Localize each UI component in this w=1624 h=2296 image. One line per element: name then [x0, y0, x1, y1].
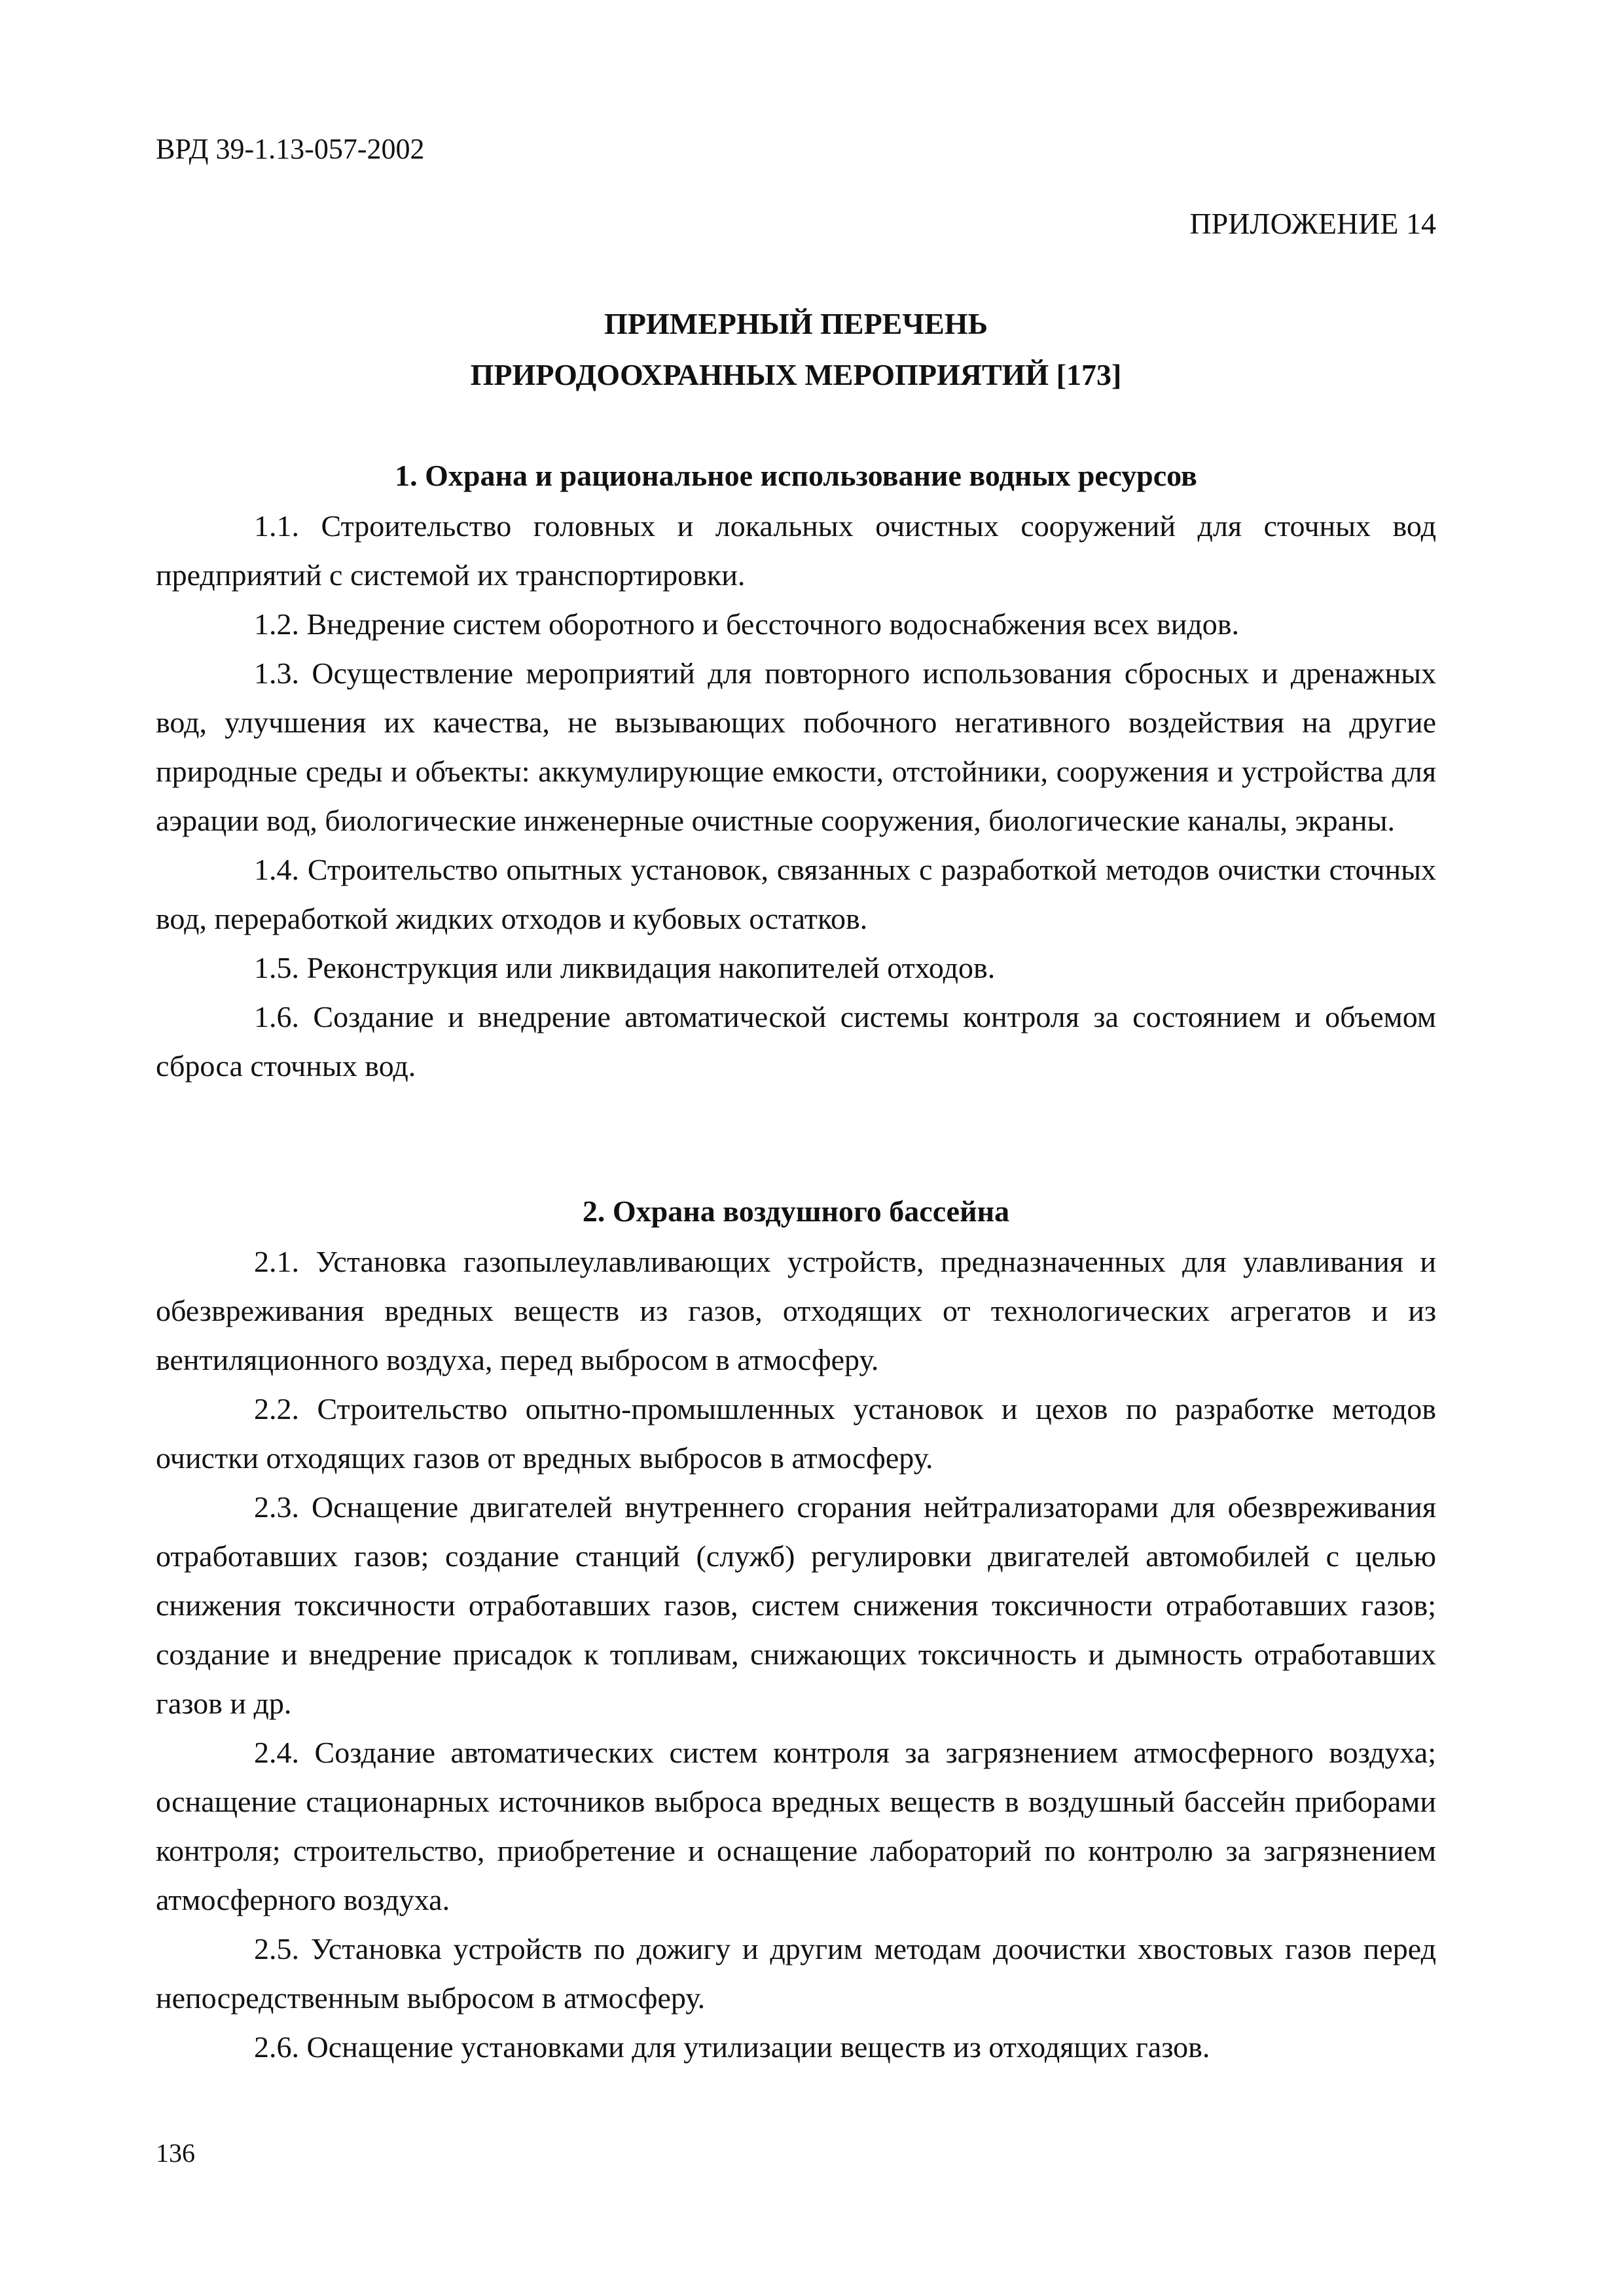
paragraph-1-1: 1.1. Строительство головных и локальных очистных сооружений для сточных вод предприятий с системой их транспортировки.: [156, 509, 1436, 592]
section-water-resources: [156, 450, 1436, 1090]
section-heading: 2. Охрана воздушного бассейна: [582, 1194, 1010, 1228]
paragraph-1-3: 1.3. Осуществление мероприятий для повторного использования сбросных и дренажных вод, улучшения их качества, не вызывающих побочного негативного воздействия на другие природные среды и объекты: аккумулирующие емкости, отстойники, сооружения и устройства для аэрации вод, биологические инженерные очистные сооружения, биологические каналы, экраны.: [156, 656, 1436, 837]
paragraph-2-2: 2.2. Строительство опытно-промышленных установок и цехов по разработке методов очистки отходящих газов от вредных выбросов в атмосферу.: [156, 1392, 1436, 1475]
paragraph-1-5: 1.5. Реконструкция или ликвидация накопителей отходов.: [254, 951, 996, 984]
paragraph-2-5: 2.5. Установка устройств по дожигу и другим методам доочистки хвостовых газов перед непосредственным выбросом в атмосферу.: [156, 1932, 1436, 2015]
page-number: 136: [156, 2138, 195, 2168]
paragraph-1-6: 1.6. Создание и внедрение автоматической системы контроля за состоянием и объемом сброса сточных вод.: [156, 1000, 1436, 1083]
paragraph-2-3: 2.3. Оснащение двигателей внутреннего сгорания нейтрализаторами для обезвреживания отработавших газов; создание станций (служб) регулировки двигателей автомобилей с целью снижения токсичности отработавших газов, систем снижения токсичности отработавших газов; создание и внедрение присадок к топливам, снижающих токсичность и дымность отработавших газов и др.: [156, 1490, 1436, 1720]
title-line-2: ПРИРОДООХРАННЫХ МЕРОПРИЯТИЙ [173]: [470, 358, 1122, 391]
paragraph-1-4: 1.4. Строительство опытных установок, связанных с разработкой методов очистки сточных вод, переработкой жидких отходов и кубовых остатков.: [156, 853, 1436, 935]
paragraph-2-4: 2.4. Создание автоматических систем контроля за загрязнением атмосферного воздуха; оснащение стационарных источников выброса вредных веществ в воздушный бассейн приборами контроля; строительство, приобретение и оснащение лабораторий по контролю за загрязнением атмосферного воздуха.: [156, 1736, 1436, 1916]
title-line-1: ПРИМЕРНЫЙ ПЕРЕЧЕНЬ: [604, 307, 988, 340]
document-code: ВРД 39-1.13-057-2002: [156, 133, 425, 165]
paragraph-1-2: 1.2. Внедрение систем оборотного и бессточного водоснабжения всех видов.: [254, 607, 1240, 641]
section-air-basin: [156, 1186, 1436, 2072]
paragraph-2-6: 2.6. Оснащение установками для утилизации веществ из отходящих газов.: [254, 2030, 1210, 2064]
document-title: [156, 298, 1436, 401]
paragraph-2-1: 2.1. Установка газопылеулавливающих устройств, предназначенных для улавливания и обезвреживания вредных веществ из газов, отходящих от технологических агрегатов и из вентиляционного воздуха, перед выбросом в атмосферу.: [156, 1245, 1436, 1376]
appendix-label: ПРИЛОЖЕНИЕ 14: [1189, 207, 1436, 240]
section-heading: 1. Охрана и рациональное использование водных ресурсов: [395, 459, 1197, 492]
